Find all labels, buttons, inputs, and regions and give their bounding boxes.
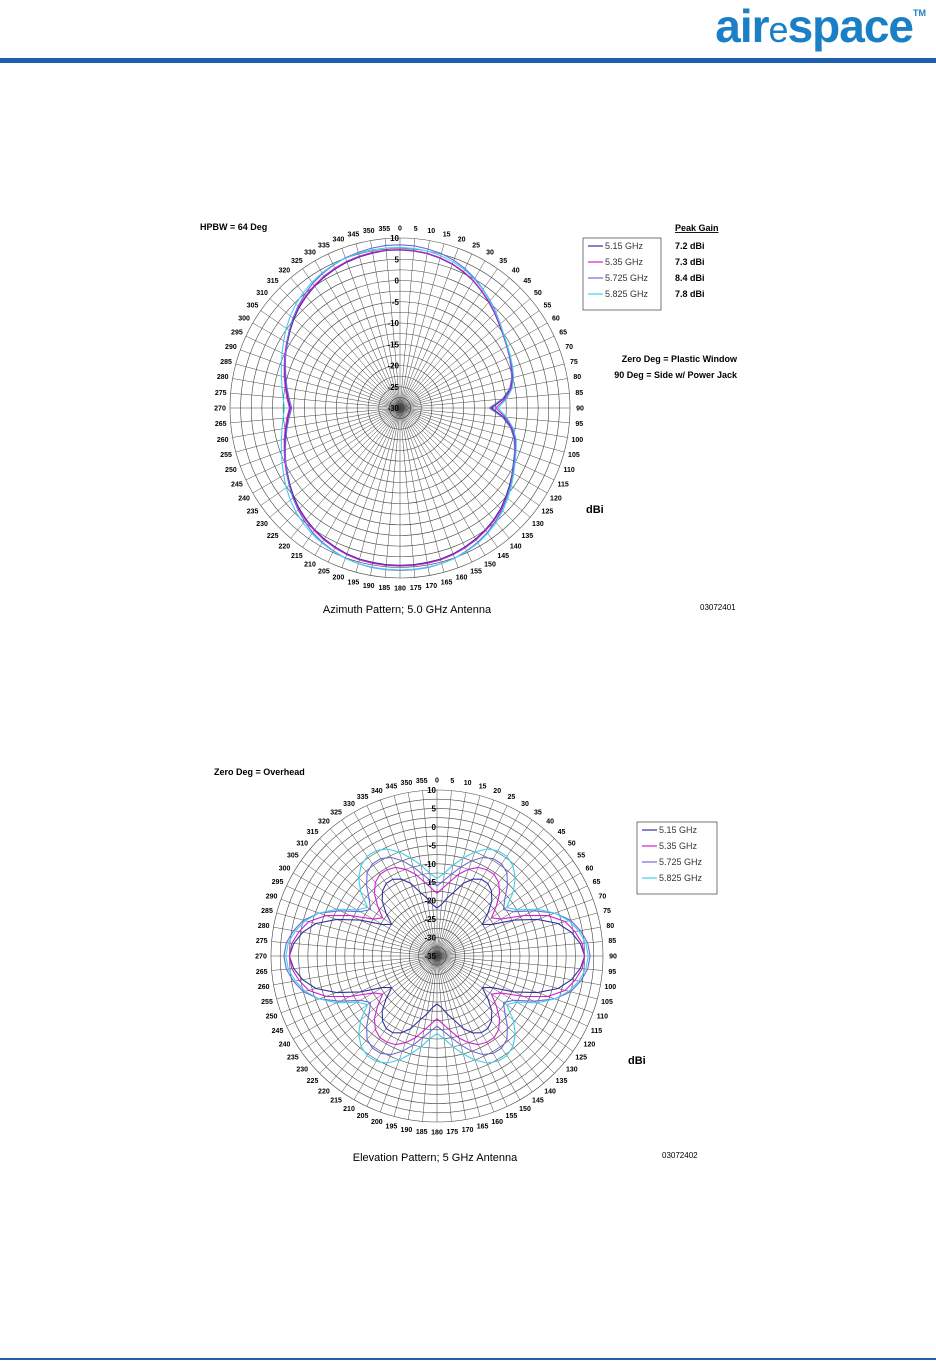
angle-tick-95: 95 bbox=[608, 968, 617, 976]
angle-tick-345: 345 bbox=[385, 783, 398, 791]
angle-tick-60: 60 bbox=[585, 865, 594, 873]
chart-title: Elevation Pattern; 5 GHz Antenna bbox=[352, 1152, 518, 1164]
angle-tick-25: 25 bbox=[472, 242, 480, 250]
angle-tick-250: 250 bbox=[265, 1013, 278, 1021]
angle-tick-190: 190 bbox=[400, 1126, 413, 1134]
grid-spoke-75 bbox=[400, 364, 564, 408]
angle-tick-295: 295 bbox=[271, 879, 284, 887]
radial-tick-4: -10 bbox=[424, 859, 436, 869]
angle-tick-210: 210 bbox=[304, 561, 316, 569]
radial-tick-labels bbox=[387, 234, 399, 413]
angle-tick-15: 15 bbox=[478, 783, 487, 791]
angle-tick-315: 315 bbox=[306, 829, 319, 836]
angle-tick-100: 100 bbox=[571, 436, 584, 444]
legend-label-1: 5.35 GHz bbox=[605, 257, 644, 267]
angle-tick-75: 75 bbox=[603, 907, 611, 915]
angle-tick-10: 10 bbox=[463, 780, 472, 788]
angle-tick-255: 255 bbox=[220, 452, 232, 460]
angle-tick-160: 160 bbox=[491, 1118, 504, 1126]
angle-tick-170: 170 bbox=[425, 582, 438, 590]
angle-tick-140: 140 bbox=[544, 1088, 556, 1096]
angle-tick-150: 150 bbox=[519, 1105, 531, 1113]
angle-tick-65: 65 bbox=[559, 329, 567, 337]
angle-tick-245: 245 bbox=[231, 481, 243, 489]
grid-spoke-25 bbox=[437, 806, 507, 956]
radial-tick-8: -30 bbox=[424, 933, 436, 943]
angle-tick-110: 110 bbox=[563, 467, 575, 475]
angle-tick-160: 160 bbox=[455, 574, 468, 582]
angle-tick-25: 25 bbox=[507, 794, 516, 801]
angle-tick-185: 185 bbox=[378, 584, 391, 592]
angle-tick-235: 235 bbox=[246, 508, 259, 516]
angle-tick-220: 220 bbox=[318, 1088, 330, 1096]
angle-tick-355: 355 bbox=[378, 226, 391, 234]
angle-tick-80: 80 bbox=[573, 374, 582, 382]
angle-tick-320: 320 bbox=[278, 267, 291, 275]
angle-tick-265: 265 bbox=[255, 968, 268, 976]
angle-tick-30: 30 bbox=[521, 801, 529, 809]
angle-tick-100: 100 bbox=[604, 984, 617, 992]
angle-tick-260: 260 bbox=[216, 436, 229, 444]
chart-note-0: Zero Deg = Plastic Window bbox=[621, 354, 737, 364]
angle-tick-235: 235 bbox=[286, 1054, 299, 1062]
radial-tick-0: 10 bbox=[390, 234, 399, 243]
angle-tick-220: 220 bbox=[278, 543, 291, 551]
angle-tick-45: 45 bbox=[557, 829, 566, 836]
angle-tick-310: 310 bbox=[256, 289, 268, 297]
angle-tick-255: 255 bbox=[261, 999, 273, 1007]
angle-tick-190: 190 bbox=[362, 582, 375, 590]
angle-tick-170: 170 bbox=[461, 1126, 474, 1134]
angle-tick-20: 20 bbox=[457, 236, 466, 244]
angle-tick-245: 245 bbox=[271, 1027, 284, 1035]
grid-spoke-255 bbox=[236, 408, 400, 452]
angle-tick-110: 110 bbox=[596, 1013, 609, 1021]
angle-tick-0: 0 bbox=[398, 225, 402, 233]
angle-tick-305: 305 bbox=[246, 302, 259, 310]
grid-spoke-15 bbox=[437, 796, 480, 956]
grid-spoke-290 bbox=[240, 350, 400, 408]
radial-tick-6: -20 bbox=[387, 361, 399, 371]
angle-tick-310: 310 bbox=[296, 840, 309, 848]
peak-gain-3: 7.8 dBi bbox=[675, 289, 705, 299]
angle-tick-20: 20 bbox=[493, 788, 502, 796]
angle-tick-50: 50 bbox=[567, 840, 576, 848]
angle-tick-200: 200 bbox=[370, 1118, 383, 1126]
angle-tick-230: 230 bbox=[296, 1066, 309, 1074]
angle-tick-85: 85 bbox=[575, 389, 584, 397]
angle-tick-180: 180 bbox=[431, 1129, 443, 1137]
angle-tick-40: 40 bbox=[546, 818, 554, 826]
angle-tick-130: 130 bbox=[565, 1066, 578, 1074]
angle-tick-155: 155 bbox=[470, 568, 482, 576]
angle-tick-125: 125 bbox=[575, 1054, 588, 1062]
angle-tick-125: 125 bbox=[541, 508, 554, 516]
angle-tick-280: 280 bbox=[257, 922, 270, 930]
grid-spoke-285 bbox=[236, 361, 400, 408]
angle-tick-35: 35 bbox=[534, 809, 542, 817]
angle-tick-335: 335 bbox=[318, 242, 330, 250]
angle-tick-355: 355 bbox=[415, 778, 428, 786]
peak-gain-0: 7.2 dBi bbox=[675, 241, 705, 251]
angle-tick-35: 35 bbox=[499, 258, 508, 266]
angle-tick-55: 55 bbox=[543, 302, 552, 310]
angle-tick-70: 70 bbox=[565, 343, 573, 351]
angle-tick-325: 325 bbox=[330, 809, 342, 817]
angle-tick-195: 195 bbox=[385, 1123, 398, 1131]
grid-spoke-20 bbox=[400, 248, 458, 408]
angle-tick-205: 205 bbox=[356, 1113, 369, 1120]
angle-tick-30: 30 bbox=[486, 249, 494, 257]
radial-tick-3: -5 bbox=[391, 297, 399, 307]
angle-tick-40: 40 bbox=[511, 267, 520, 275]
angle-tick-275: 275 bbox=[255, 938, 268, 946]
angle-tick-80: 80 bbox=[606, 922, 615, 930]
angle-tick-140: 140 bbox=[509, 543, 522, 551]
figure-id: 03072401 bbox=[700, 603, 736, 612]
angle-tick-75: 75 bbox=[570, 358, 578, 366]
grid-spoke-165 bbox=[400, 408, 444, 572]
angle-tick-350: 350 bbox=[400, 780, 413, 788]
grid-spoke-165 bbox=[437, 956, 480, 1116]
angle-tick-340: 340 bbox=[370, 788, 383, 796]
angle-tick-95: 95 bbox=[575, 421, 584, 429]
angle-tick-215: 215 bbox=[290, 552, 303, 560]
angle-tick-145: 145 bbox=[497, 552, 510, 560]
angle-tick-115: 115 bbox=[590, 1027, 603, 1035]
grid-spoke-200 bbox=[342, 408, 400, 568]
angle-tick-90: 90 bbox=[576, 405, 584, 413]
angle-tick-295: 295 bbox=[231, 329, 243, 337]
radial-tick-0: 10 bbox=[427, 786, 436, 795]
angle-tick-70: 70 bbox=[598, 893, 607, 901]
angle-tick-135: 135 bbox=[521, 532, 534, 540]
footer-rule bbox=[0, 1358, 936, 1360]
angle-tick-290: 290 bbox=[225, 343, 237, 351]
radial-tick-5: -15 bbox=[387, 340, 399, 350]
angle-tick-10: 10 bbox=[427, 228, 436, 236]
radial-tick-9: -35 bbox=[424, 952, 436, 961]
legend-label-3: 5.825 GHz bbox=[605, 289, 649, 299]
angle-tick-90: 90 bbox=[609, 953, 617, 961]
logo-text bbox=[715, 2, 913, 54]
logo-part-air: air bbox=[715, 0, 769, 52]
unit-label: dBi bbox=[628, 1055, 646, 1067]
radial-tick-4: -10 bbox=[387, 319, 399, 328]
angle-tick-165: 165 bbox=[476, 1123, 489, 1131]
angle-tick-45: 45 bbox=[523, 278, 532, 286]
chart-note-1: 90 Deg = Side w/ Power Jack bbox=[614, 370, 737, 380]
angle-tick-230: 230 bbox=[256, 521, 268, 529]
logo-part-e: e bbox=[768, 9, 788, 50]
radial-tick-8: -30 bbox=[387, 404, 399, 413]
grid-spoke-205 bbox=[367, 956, 437, 1106]
angle-tick-200: 200 bbox=[332, 574, 345, 582]
angle-tick-185: 185 bbox=[415, 1128, 428, 1136]
legend-label-2: 5.725 GHz bbox=[659, 857, 703, 867]
grid-spoke-70 bbox=[400, 350, 560, 408]
angle-tick-60: 60 bbox=[552, 315, 560, 323]
legend-label-0: 5.15 GHz bbox=[659, 825, 698, 835]
angle-tick-250: 250 bbox=[225, 467, 237, 475]
header-rule bbox=[0, 58, 936, 63]
angle-tick-300: 300 bbox=[238, 315, 250, 323]
polar-grid bbox=[271, 790, 603, 1122]
top-left-note: Zero Deg = Overhead bbox=[214, 767, 305, 777]
angle-tick-285: 285 bbox=[261, 907, 273, 915]
radial-tick-2: 0 bbox=[394, 276, 399, 286]
angle-tick-335: 335 bbox=[356, 794, 369, 801]
logo-part-space: space bbox=[787, 0, 913, 52]
radial-tick-3: -5 bbox=[428, 841, 436, 851]
angle-tick-270: 270 bbox=[214, 405, 226, 413]
angle-tick-105: 105 bbox=[568, 452, 580, 460]
unit-label: dBi bbox=[586, 504, 604, 516]
grid-spoke-155 bbox=[437, 956, 507, 1106]
legend bbox=[583, 238, 705, 310]
angle-tick-165: 165 bbox=[440, 579, 453, 587]
polar-grid bbox=[230, 238, 570, 578]
angle-tick-270: 270 bbox=[255, 953, 267, 961]
angle-tick-115: 115 bbox=[557, 481, 569, 489]
angle-tick-120: 120 bbox=[550, 495, 562, 503]
angle-tick-305: 305 bbox=[286, 852, 299, 860]
angle-tick-215: 215 bbox=[330, 1097, 342, 1105]
angle-tick-315: 315 bbox=[266, 278, 279, 286]
grid-spoke-15 bbox=[400, 244, 444, 408]
angle-tick-320: 320 bbox=[318, 818, 330, 826]
angle-tick-240: 240 bbox=[278, 1041, 291, 1049]
angle-tick-55: 55 bbox=[577, 852, 586, 860]
angle-tick-330: 330 bbox=[304, 249, 316, 257]
angle-tick-85: 85 bbox=[608, 938, 617, 946]
angle-tick-210: 210 bbox=[343, 1105, 355, 1113]
angle-tick-275: 275 bbox=[214, 389, 227, 397]
grid-spoke-105 bbox=[400, 408, 564, 452]
angle-tick-280: 280 bbox=[216, 374, 229, 382]
angle-tick-240: 240 bbox=[238, 495, 250, 503]
angle-tick-225: 225 bbox=[266, 532, 279, 540]
angle-tick-290: 290 bbox=[265, 893, 278, 901]
elevation-pattern-chart bbox=[0, 760, 936, 1170]
grid-spoke-195 bbox=[356, 408, 400, 572]
angle-tick-345: 345 bbox=[347, 231, 360, 239]
peak-gain-1: 7.3 dBi bbox=[675, 257, 705, 267]
angle-tick-265: 265 bbox=[214, 421, 227, 429]
angle-tick-15: 15 bbox=[442, 231, 451, 239]
radial-tick-5: -15 bbox=[424, 878, 436, 888]
grid-spoke-110 bbox=[400, 408, 560, 466]
top-left-note: HPBW = 64 Deg bbox=[200, 222, 268, 232]
legend-label-0: 5.15 GHz bbox=[605, 241, 644, 251]
angle-tick-350: 350 bbox=[362, 228, 375, 236]
angle-tick-135: 135 bbox=[555, 1078, 568, 1085]
grid-spoke-160 bbox=[400, 408, 458, 568]
logo-trademark: TM bbox=[913, 8, 926, 18]
grid-spoke-195 bbox=[394, 956, 437, 1116]
angle-tick-5: 5 bbox=[413, 226, 418, 234]
legend-label-3: 5.825 GHz bbox=[659, 873, 703, 883]
angle-tick-5: 5 bbox=[450, 778, 455, 786]
angle-tick-330: 330 bbox=[343, 801, 355, 809]
angle-tick-120: 120 bbox=[583, 1041, 596, 1049]
peak-gain-2: 8.4 dBi bbox=[675, 273, 705, 283]
angle-tick-225: 225 bbox=[306, 1078, 319, 1085]
radial-tick-1: 5 bbox=[394, 255, 399, 265]
radial-tick-6: -20 bbox=[424, 896, 436, 906]
angle-tick-65: 65 bbox=[592, 879, 601, 887]
angle-tick-50: 50 bbox=[534, 289, 542, 297]
angle-tick-205: 205 bbox=[318, 568, 330, 576]
legend-label-1: 5.35 GHz bbox=[659, 841, 698, 851]
angle-tick-150: 150 bbox=[484, 561, 496, 569]
radial-tick-7: -25 bbox=[387, 382, 399, 392]
figure-id: 03072402 bbox=[662, 1151, 698, 1160]
grid-spoke-250 bbox=[240, 408, 400, 466]
radial-tick-2: 0 bbox=[431, 822, 436, 832]
angle-tick-260: 260 bbox=[257, 984, 270, 992]
legend-label-2: 5.725 GHz bbox=[605, 273, 649, 283]
angle-tick-130: 130 bbox=[532, 521, 544, 529]
radial-tick-7: -25 bbox=[424, 915, 436, 925]
radial-tick-1: 5 bbox=[431, 804, 436, 814]
angle-tick-175: 175 bbox=[409, 584, 422, 592]
legend-header: Peak Gain bbox=[675, 223, 719, 233]
chart-title: Azimuth Pattern; 5.0 GHz Antenna bbox=[322, 604, 492, 616]
angle-tick-175: 175 bbox=[446, 1128, 459, 1136]
airespace-logo bbox=[715, 2, 926, 50]
angle-tick-285: 285 bbox=[220, 358, 232, 366]
angle-tick-0: 0 bbox=[435, 777, 439, 785]
azimuth-pattern-chart bbox=[0, 200, 936, 630]
angle-tick-180: 180 bbox=[394, 585, 406, 593]
angle-tick-300: 300 bbox=[278, 865, 291, 873]
angle-tick-325: 325 bbox=[290, 258, 303, 266]
legend bbox=[637, 822, 717, 894]
angle-tick-195: 195 bbox=[347, 579, 360, 587]
grid-spoke-345 bbox=[394, 796, 437, 956]
angle-tick-105: 105 bbox=[601, 999, 613, 1007]
angle-tick-145: 145 bbox=[532, 1097, 544, 1105]
angle-tick-340: 340 bbox=[332, 236, 345, 244]
angle-tick-155: 155 bbox=[505, 1113, 518, 1120]
